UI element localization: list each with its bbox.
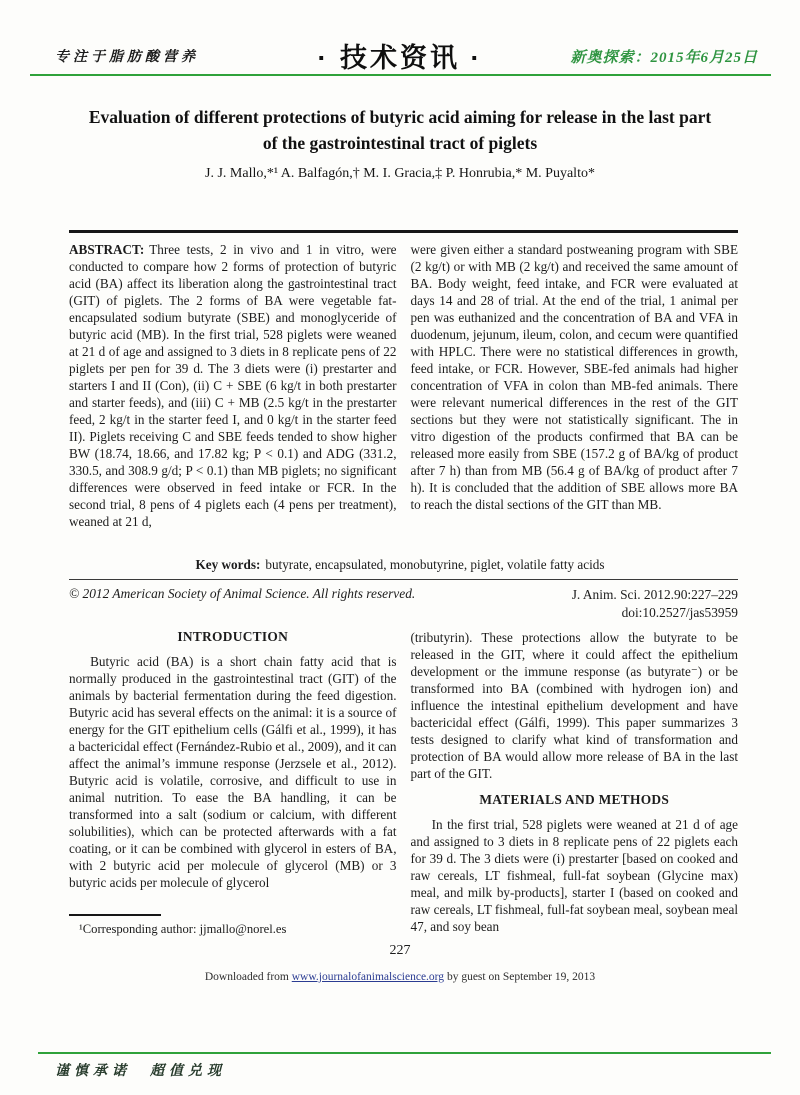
journal-citation: J. Anim. Sci. 2012.90:227–229 [571, 587, 738, 602]
introduction-continued-paragraph: (tributyrin). These protections allow the butyrate to be released in the GIT, where it could affect the epithelium development or the immune response (as butyrate⁻) or be transformed into BA (combined with hydrogen ion) and influence the intestinal epithelium development and have bactericidal effect (Gálfi, 1999). This paper summarizes 3 tests designed to clarify what kind of transformation and protection of BA would allow more release of BA in the last part of the GIT. [410, 630, 738, 781]
header-divider-line [30, 74, 771, 76]
header-date: 新奥探索：2015年6月25日 [570, 50, 758, 66]
article-title-line1: Evaluation of different protections of butyric acid aiming for release in the last part [88, 107, 712, 127]
keywords-line [0, 557, 800, 573]
introduction-paragraph: Butyric acid (BA) is a short chain fatty acid that is normally produced in the gastrointestinal tract (GIT) of the animals by bacterial fermentation during the feed digestion. Butyric acid has several effects on the animal: it is a source of energy for the GIT epithelium cells (Gálfi et al., 1999), it has a bactericidal effect (Fernández-Rubio et al., 2009), and it can affect the animal’s immune response (Jerzsele et al., 2012). Butyric acid is volatile, corrosive, and difficult to use in animal nutrition. To ease the BA handling, it can be transformed into a salt (sodium or calcium, with different solubilities), which can be protected afterwards with a fat coating, or it can be combined with glycerol in esters of BA, with 2 butyric acid per molecule of glycerol (MB) or 3 butyric acids per molecule of glycerol [69, 654, 397, 890]
download-line [0, 971, 800, 983]
footnote-rule [69, 914, 161, 916]
abstract-column-left [69, 241, 397, 530]
abstract-paragraph-right: were given either a standard postweaning program with SBE (2 kg/t) or with MB (2 kg/t) and received the same amount of BA. Body weight, feed intake, and FCR were evaluated at days 14 and 28 of trial. At the end of the trial, 1 animal per pen was euthanized and the concentration of BA and VFA in duodenum, jejunum, ileum, colon, and cecum were quantified with HPLC. There were no statistical differences in growth, feed intake, or FCR. However, SBE-fed animals had higher concentration of VFA in colon than MB-fed animals. There were relevant numerical differences in the rest of the GIT sections but they were not statistically significant. The in vitro digestion of the products confirmed that BA can be released more easily from SBE (157.2 g of BA/kg of product after 7 h) than from MB (56.4 g of BA/kg of product after 7 h). It is concluded that the addition of SBE allows more BA to reach the distal sections of the GIT than MB. [410, 242, 738, 512]
article-title [0, 104, 800, 156]
journal-url-link[interactable]: www.journalofanimalscience.org [291, 971, 445, 983]
abstract-section [69, 241, 738, 530]
materials-heading: MATERIALS AND METHODS [479, 792, 670, 807]
footer-divider-line [38, 1052, 771, 1054]
copyright-divider [69, 579, 738, 580]
citation-block [572, 586, 738, 622]
body-section [69, 629, 738, 937]
copyright-notice: © 2012 American Society of Animal Science. All rights reserved. [69, 586, 416, 601]
download-prefix: Downloaded from [204, 971, 292, 983]
abstract-label: ABSTRACT: [69, 242, 145, 257]
header-section-title: · 技术资讯 · [317, 43, 483, 73]
keywords-label: Key words: [195, 557, 261, 572]
author-list: J. J. Mallo,*¹ A. Balfagón,† M. I. Gracia,‡ P. Honrubia,* M. Puyalto* [205, 166, 595, 181]
footnote-block [69, 914, 397, 937]
corresponding-author-footnote: ¹Corresponding author: jjmallo@norel.es [79, 922, 287, 936]
abstract-column-right [411, 241, 739, 530]
materials-paragraph: In the first trial, 528 piglets were weaned at 21 d of age and assigned to 3 diets in 8 replicate pens of 22 piglets each for 39 d. The 3 diets were (i) prestarter [based on cooked and raw cereals, LT fishmeal, full-fat soybean (Glycine max) meal, and milk by-products], starter I (based on cooked and raw cereals, LT fishmeal, full-fat soybean meal, soybean meal 47, and soy bean [410, 817, 738, 934]
article-title-line2: of the gastrointestinal tract of piglets [262, 133, 538, 153]
body-column-right [411, 629, 739, 937]
doi: doi:10.2527/jas53959 [621, 605, 738, 620]
abstract-text-left: Three tests, 2 in vivo and 1 in vitro, were conducted to compare how 2 forms of protection of butyric acid (BA) affect its liberation along the gastrointestinal tract (GIT) of piglets. The 2 forms of BA were vegetable fat-encapsulated sodium butyrate (SBE) and monoglyceride of butyric acid (MB). In the first trial, 528 piglets were weaned at 21 d of age and assigned to 3 diets in 8 replicate pens of 22 piglets per pen for 39 d. The 3 diets were (i) prestarter and starters I and II (Con), (ii) C + SBE (6 kg/t in both prestarter and starter feeds), and (iii) C + MB (2.5 kg/t in the prestarter feed, 2 kg/t in the starter feed I, and 0 kg/t in the starter feed II). Piglets receiving C and SBE feeds tended to show higher BW (18.74, 18.66, and 17.82 kg; P < 0.1) and ADG (331.2, 330.5, and 308.9 g/d; P < 0.1) than MB piglets; no significant differences were observed in feed intake or FCR. In the second trial, 8 pens of 4 piglets each (4 pens per treatment), weaned at 21 d, [69, 242, 397, 529]
footer-slogan: 谨慎承诺 超值兑现 [55, 1064, 226, 1079]
download-suffix: by guest on September 19, 2013 [444, 971, 596, 983]
page-number: 227 [389, 943, 411, 958]
header-left-slogan: 专注于脂肪酸营养 [55, 50, 199, 65]
copyright-row [69, 586, 738, 622]
body-column-left [69, 629, 397, 937]
abstract-top-rule [69, 230, 738, 233]
introduction-heading: INTRODUCTION [177, 629, 289, 644]
abstract-paragraph-left [69, 241, 397, 530]
keywords-text: butyrate, encapsulated, monobutyrine, piglet, volatile fatty acids [265, 557, 605, 572]
